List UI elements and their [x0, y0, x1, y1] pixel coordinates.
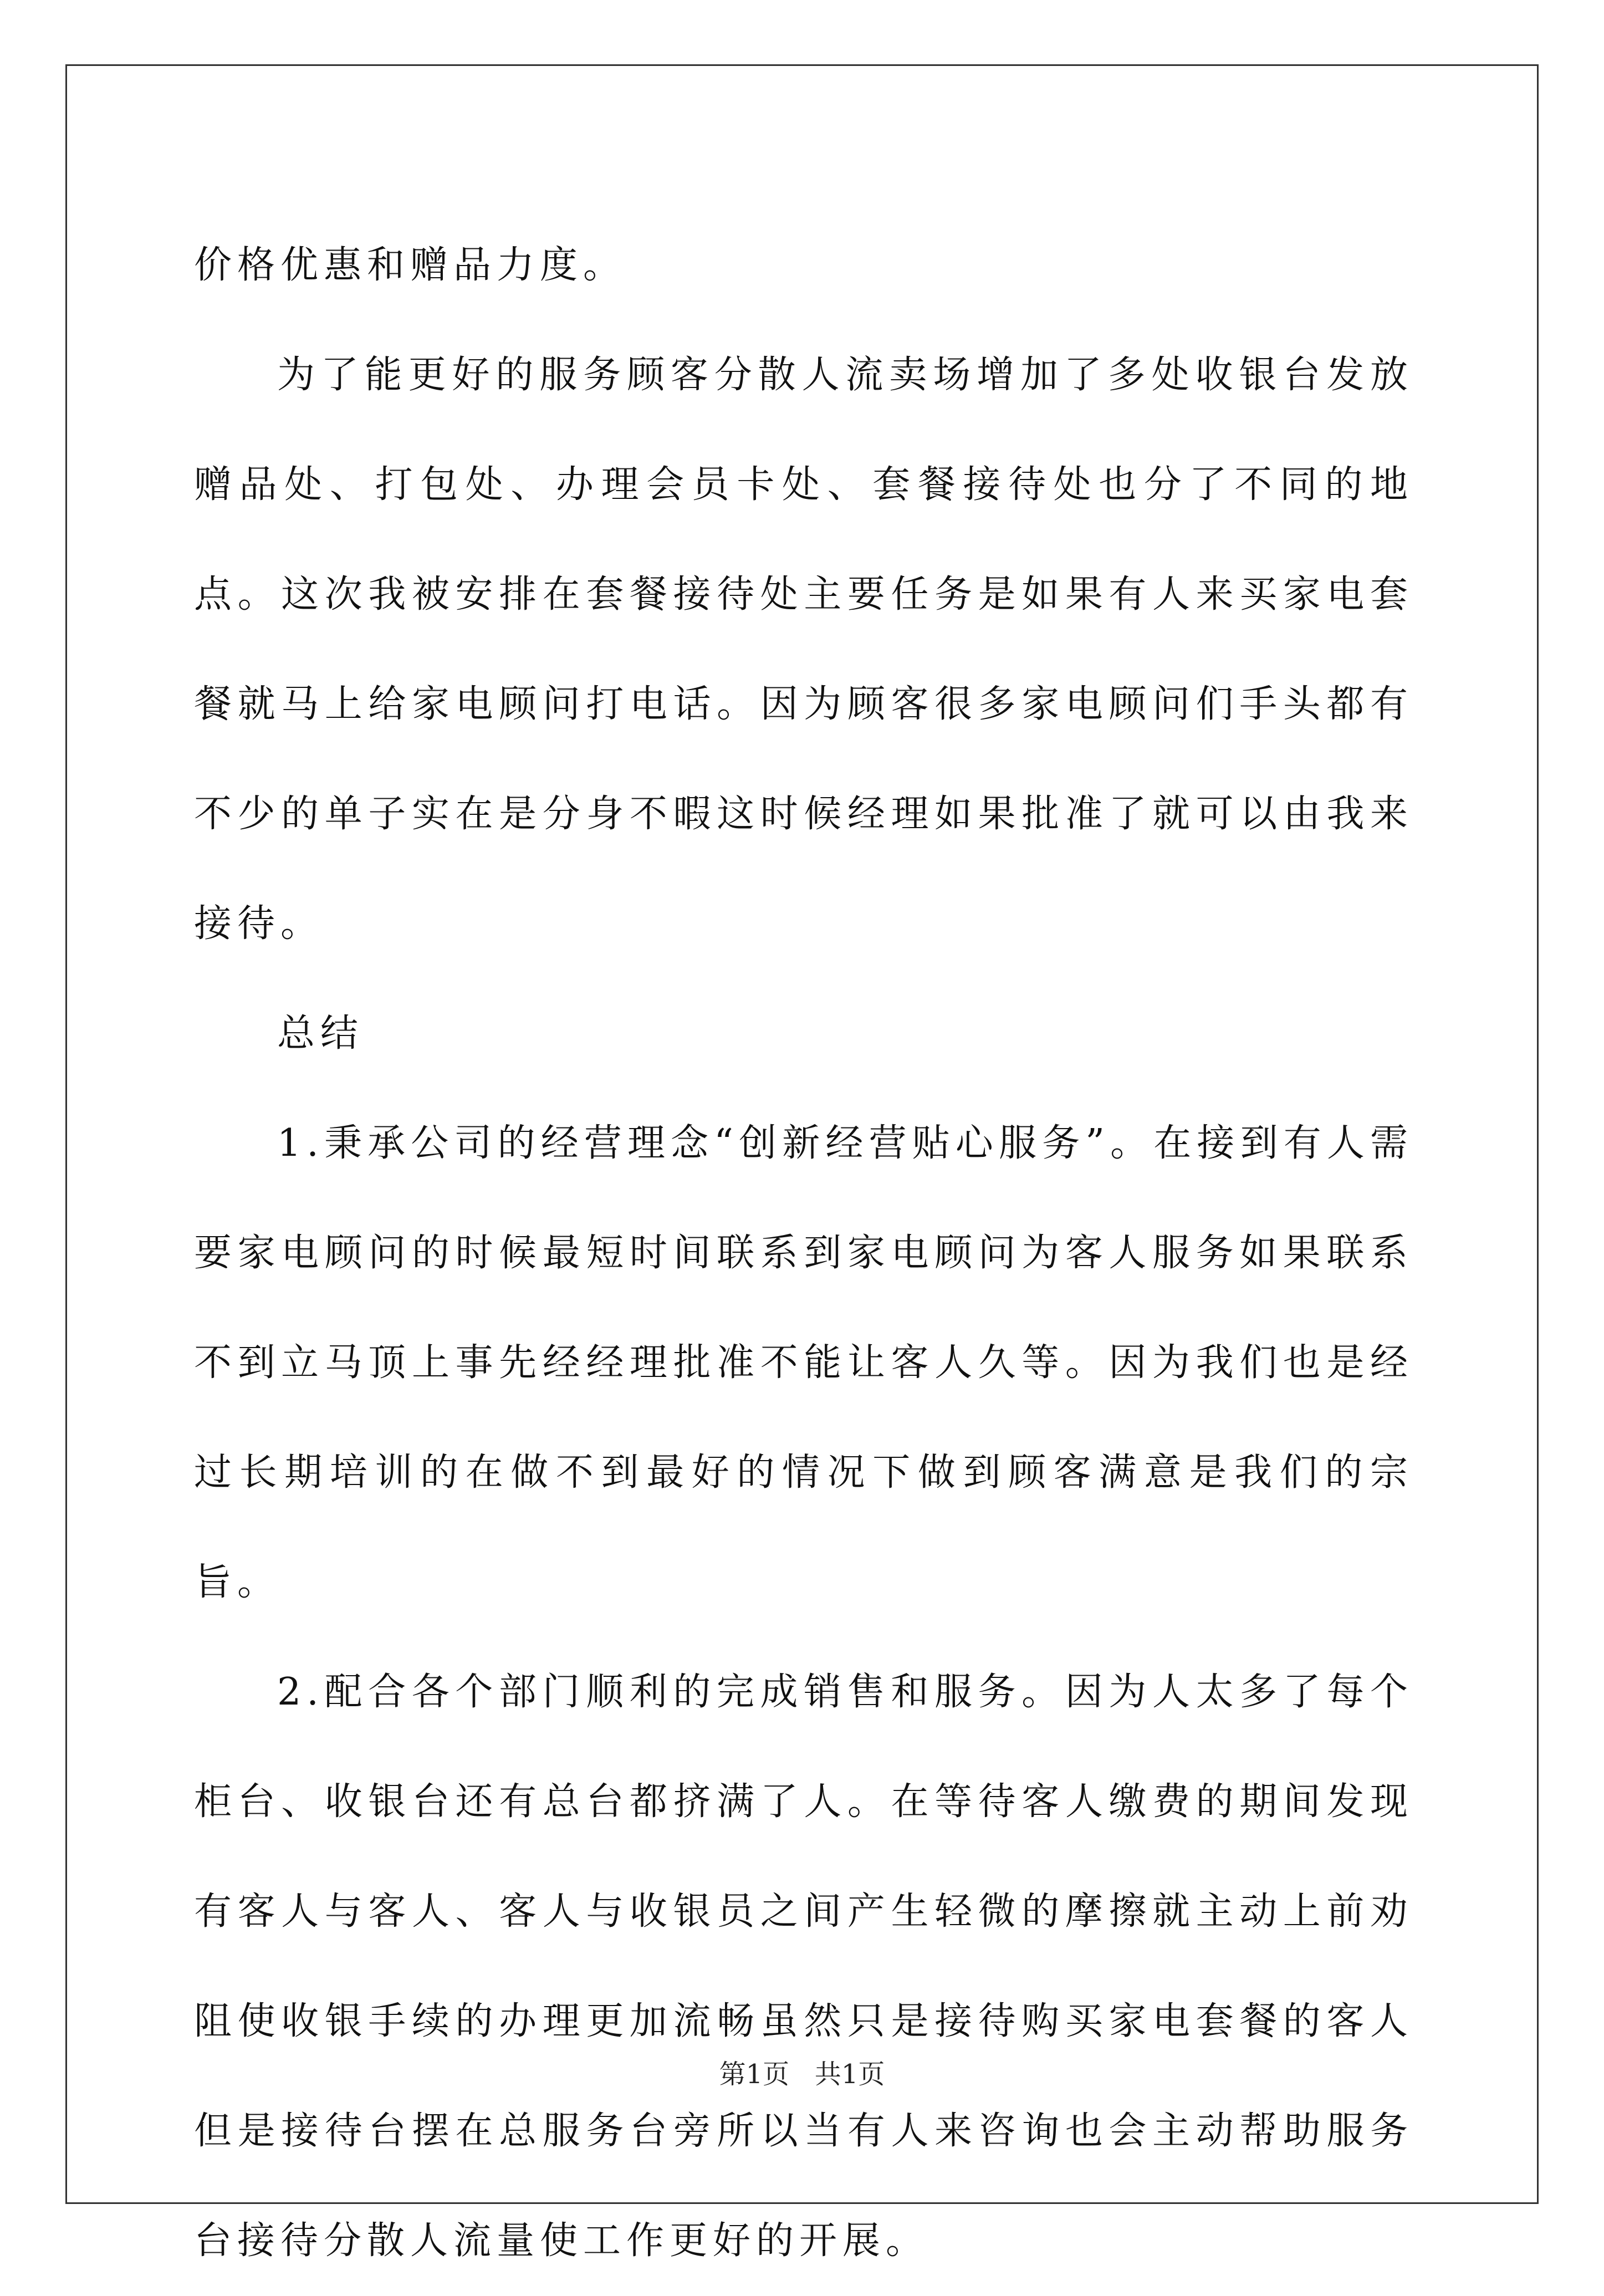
page-total: 共1页 [814, 2059, 885, 2090]
document-body [194, 211, 1413, 2296]
paragraph-item-2: 2.配合各个部门顺利的完成销售和服务。因为人太多了每个柜台、收银台还有总台都挤满了人。在等待客人缴费的期间发现有客人与客人、客人与收银员之间产生轻微的摩擦就主动上前劝阻使收银手续的办理更加流畅虽然只是接待购买家电套餐的客人但是接待台摆在总服务台旁所以当有人来咨询也会主动帮助服务台接待分散人流量使工作更好的开展。 [194, 1670, 1413, 2263]
page-footer [0, 2058, 1604, 2091]
paragraph-2: 为了能更好的服务顾客分散人流卖场增加了多处收银台发放赠品处、打包处、办理会员卡处、套餐接待处也分了不同的地点。这次我被安排在套餐接待处主要任务是如果有人来买家电套餐就马上给家电顾问打电话。因为顾客很多家电顾问们手头都有不少的单子实在是分身不暇这时候经理如果批准了就可以由我来接待。 [194, 353, 1413, 946]
section-heading-summary: 总结 [277, 1012, 364, 1055]
paragraph-1: 价格优惠和赠品力度。 [194, 243, 627, 287]
paragraph-item-1: 1.秉承公司的经营理念“创新经营贴心服务”。在接到有人需要家电顾问的时候最短时间联系到家电顾问为客人服务如果联系不到立马顶上事先经经理批准不能让客人久等。因为我们也是经过长期培训的在做不到最好的情况下做到顾客满意是我们的宗旨。 [194, 1121, 1413, 1604]
page-number: 第1页 [719, 2059, 790, 2090]
